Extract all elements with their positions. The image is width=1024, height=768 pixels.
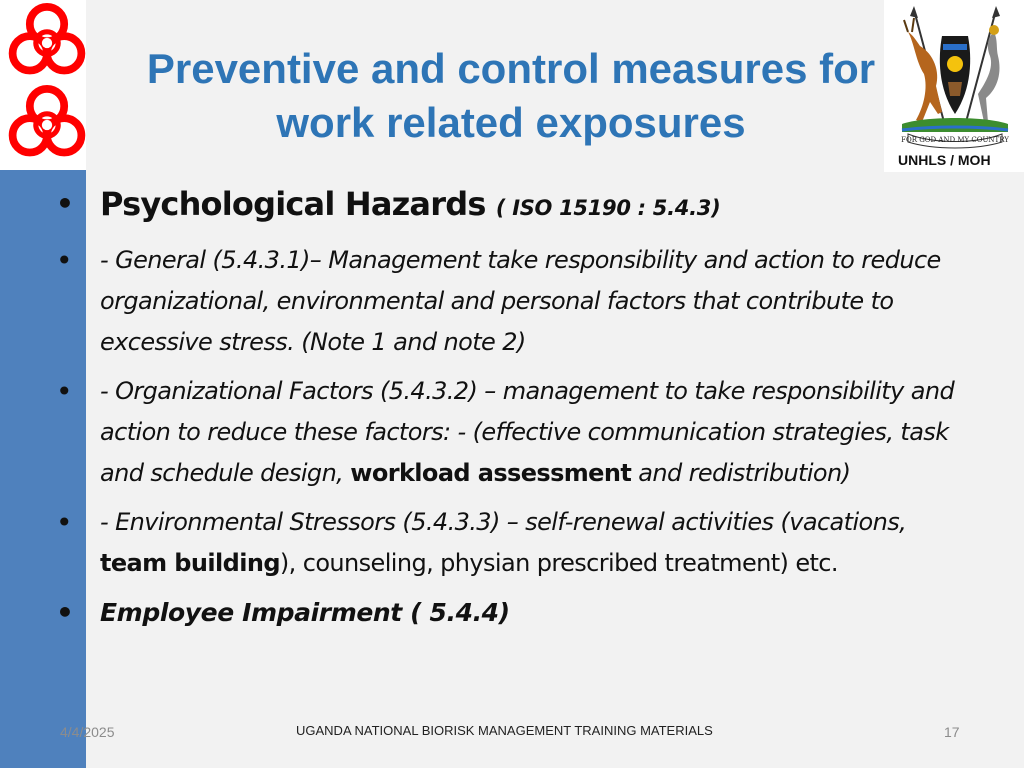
- title-line-1: Preventive and control measures for: [146, 45, 876, 92]
- logo-motto: FOR GOD AND MY COUNTRY: [901, 136, 1009, 144]
- bullet-marker: •: [56, 244, 72, 277]
- list-item: [56, 371, 966, 494]
- bullet-marker: •: [56, 506, 72, 539]
- bullet-emphasis: team building: [100, 549, 280, 577]
- bullet-emphasis: workload assessment: [350, 459, 632, 487]
- list-item: [56, 240, 966, 363]
- list-item: [56, 592, 966, 633]
- bullet-text: - General (5.4.3.1)– Management take responsibility and action to reduce organizational, environmental and personal factors that contribute to excessive stress. (Note 1 and note 2): [100, 246, 941, 356]
- bullet-list: [56, 182, 966, 633]
- footer-date: 4/4/2025: [60, 724, 115, 740]
- logo-caption: UNHLS / MOH: [898, 152, 991, 168]
- bullet-text: - Organizational Factors (5.4.3.2) – management to take responsibility and action to reduce these factors: - (effective communication strategies, task and schedule design,: [100, 377, 955, 487]
- bullet-text-end: and redistribution): [631, 459, 851, 487]
- iso-reference: ( ISO 15190 : 5.4.3): [495, 196, 721, 220]
- bullet-heading: Employee Impairment ( 5.4.4): [100, 598, 510, 627]
- logo: [884, 0, 1024, 172]
- list-item: [56, 502, 966, 584]
- page-number: 17: [944, 724, 960, 740]
- bullet-heading: Psychological Hazards: [100, 185, 486, 223]
- bullet-text-end: ), counseling, physian prescribed treatment) etc.: [279, 549, 838, 577]
- slide-title: [100, 42, 922, 150]
- bullet-marker: •: [56, 596, 74, 629]
- bullet-marker: •: [56, 375, 72, 408]
- title-line-2: work related exposures: [276, 99, 746, 146]
- footer-title: UGANDA NATIONAL BIORISK MANAGEMENT TRAINING MATERIALS: [296, 723, 713, 738]
- coat-of-arms-icon: [894, 2, 1016, 150]
- list-item: [56, 182, 966, 230]
- biohazard-icon: [0, 0, 94, 86]
- biohazard-icon: [0, 82, 94, 168]
- bullet-text: - Environmental Stressors (5.4.3.3) – self-renewal activities (vacations,: [100, 508, 907, 536]
- bullet-marker: •: [56, 187, 74, 220]
